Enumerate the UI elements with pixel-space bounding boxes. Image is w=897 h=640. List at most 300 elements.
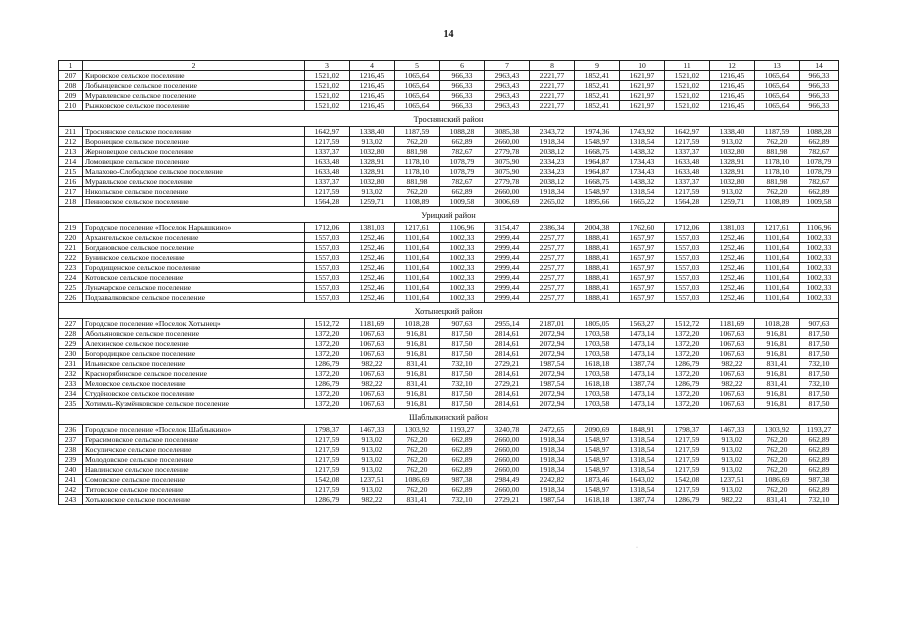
column-number-11: 11: [665, 61, 710, 71]
settlement-name: Кировское сельское поселение: [83, 71, 305, 81]
value-cell: 1974,36: [575, 127, 620, 137]
value-cell: 1557,03: [665, 253, 710, 263]
value-cell: 1548,97: [575, 187, 620, 197]
row-number: 215: [59, 167, 83, 177]
value-cell: 1216,45: [350, 81, 395, 91]
value-cell: 817,50: [440, 389, 485, 399]
value-cell: 1328,91: [710, 157, 755, 167]
value-cell: 1548,97: [575, 435, 620, 445]
value-cell: 1002,33: [800, 253, 839, 263]
value-cell: 1217,59: [305, 137, 350, 147]
value-cell: 1542,08: [665, 475, 710, 485]
value-cell: 2257,77: [530, 243, 575, 253]
value-cell: 1101,64: [395, 243, 440, 253]
value-cell: 1657,97: [620, 293, 665, 303]
value-cell: 2072,94: [530, 399, 575, 409]
value-cell: 1734,43: [620, 167, 665, 177]
settlement-name: Абольяновское сельское поселение: [83, 329, 305, 339]
value-cell: 1078,79: [800, 167, 839, 177]
value-cell: 1467,33: [350, 425, 395, 435]
value-cell: 1918,34: [530, 485, 575, 495]
value-cell: 1762,60: [620, 223, 665, 233]
value-cell: 1372,20: [305, 329, 350, 339]
value-cell: 1252,46: [350, 253, 395, 263]
row-number: 234: [59, 389, 83, 399]
value-cell: 1217,59: [305, 455, 350, 465]
value-cell: 662,89: [800, 455, 839, 465]
value-cell: 1964,87: [575, 157, 620, 167]
value-cell: 782,67: [800, 177, 839, 187]
value-cell: 1318,54: [620, 187, 665, 197]
value-cell: 1101,64: [755, 233, 800, 243]
value-cell: 1259,71: [350, 197, 395, 207]
value-cell: 1067,63: [710, 369, 755, 379]
value-cell: 1328,91: [350, 167, 395, 177]
value-cell: 762,20: [395, 187, 440, 197]
row-number: 231: [59, 359, 83, 369]
value-cell: 831,41: [395, 495, 440, 505]
value-cell: 1002,33: [440, 283, 485, 293]
value-cell: 1216,45: [350, 71, 395, 81]
settlement-name: Богородицкое сельское поселение: [83, 349, 305, 359]
value-cell: 1009,58: [440, 197, 485, 207]
value-cell: 1216,45: [710, 101, 755, 111]
value-cell: 1703,58: [575, 329, 620, 339]
value-cell: 1217,59: [665, 187, 710, 197]
column-number-row: [59, 61, 839, 71]
value-cell: 1668,75: [575, 177, 620, 187]
value-cell: 1101,64: [395, 273, 440, 283]
value-cell: 1387,74: [620, 379, 665, 389]
value-cell: 1178,10: [395, 167, 440, 177]
row-number: 243: [59, 495, 83, 505]
value-cell: 1703,58: [575, 399, 620, 409]
value-cell: 1252,46: [350, 293, 395, 303]
value-cell: 916,81: [755, 369, 800, 379]
value-cell: 1065,64: [395, 101, 440, 111]
value-cell: 662,89: [440, 485, 485, 495]
value-cell: 1387,74: [620, 359, 665, 369]
value-cell: 2660,00: [485, 445, 530, 455]
district-header-row: [59, 207, 839, 223]
table-row: [59, 359, 839, 369]
value-cell: 916,81: [395, 329, 440, 339]
value-cell: 762,20: [395, 485, 440, 495]
value-cell: 1642,97: [305, 127, 350, 137]
value-cell: 2334,23: [530, 167, 575, 177]
value-cell: 662,89: [440, 465, 485, 475]
column-number-12: 12: [710, 61, 755, 71]
table-row: [59, 157, 839, 167]
value-cell: 1252,46: [350, 263, 395, 273]
value-cell: 1178,10: [755, 157, 800, 167]
value-cell: 913,02: [710, 435, 755, 445]
value-cell: 1852,41: [575, 81, 620, 91]
value-cell: 907,63: [800, 319, 839, 329]
value-cell: 1643,02: [620, 475, 665, 485]
row-number: 240: [59, 465, 83, 475]
settlement-name: Лобынцевское сельское поселение: [83, 81, 305, 91]
settlement-name: Титовское сельское поселение: [83, 485, 305, 495]
value-cell: 1216,45: [710, 71, 755, 81]
value-cell: 662,89: [800, 445, 839, 455]
row-number: 225: [59, 283, 83, 293]
value-cell: 1557,03: [665, 283, 710, 293]
value-cell: 1557,03: [665, 263, 710, 273]
value-cell: 662,89: [800, 187, 839, 197]
value-cell: 1181,69: [710, 319, 755, 329]
value-cell: 1473,14: [620, 349, 665, 359]
value-cell: 2221,77: [530, 101, 575, 111]
value-cell: 2334,23: [530, 157, 575, 167]
value-cell: 916,81: [755, 349, 800, 359]
value-cell: 1712,06: [665, 223, 710, 233]
value-cell: 3154,47: [485, 223, 530, 233]
value-cell: 1657,97: [620, 233, 665, 243]
value-cell: 1078,79: [800, 157, 839, 167]
value-cell: 1078,79: [440, 167, 485, 177]
settlement-name: Ломовецкое сельское поселение: [83, 157, 305, 167]
value-cell: 762,20: [395, 435, 440, 445]
value-cell: 966,33: [440, 81, 485, 91]
value-cell: 2814,61: [485, 399, 530, 409]
value-cell: 916,81: [395, 339, 440, 349]
value-cell: 1216,45: [350, 91, 395, 101]
value-cell: 817,50: [800, 329, 839, 339]
value-cell: 1618,18: [575, 379, 620, 389]
value-cell: 732,10: [800, 495, 839, 505]
settlement-name: Архангельское сельское поселение: [83, 233, 305, 243]
value-cell: 907,63: [440, 319, 485, 329]
value-cell: 2814,61: [485, 349, 530, 359]
table-row: [59, 233, 839, 243]
settlement-name: Воронецкое сельское поселение: [83, 137, 305, 147]
value-cell: 1328,91: [350, 157, 395, 167]
value-cell: 1002,33: [440, 273, 485, 283]
value-cell: 662,89: [440, 187, 485, 197]
value-cell: 1557,03: [665, 243, 710, 253]
settlement-name: Герасимовское сельское поселение: [83, 435, 305, 445]
value-cell: 1372,20: [665, 369, 710, 379]
settlement-name: Бунинское сельское поселение: [83, 253, 305, 263]
value-cell: 987,38: [440, 475, 485, 485]
row-number: 219: [59, 223, 83, 233]
value-cell: 782,67: [440, 147, 485, 157]
value-cell: 762,20: [395, 465, 440, 475]
district-name: Урицкий район: [59, 207, 839, 223]
value-cell: 2072,94: [530, 349, 575, 359]
value-cell: 2472,65: [530, 425, 575, 435]
row-number: 217: [59, 187, 83, 197]
value-cell: 1002,33: [440, 293, 485, 303]
value-cell: 1002,33: [800, 243, 839, 253]
value-cell: 1193,27: [440, 425, 485, 435]
value-cell: 2090,69: [575, 425, 620, 435]
value-cell: 1217,59: [665, 485, 710, 495]
tariff-table: [58, 60, 839, 505]
table-row: [59, 349, 839, 359]
value-cell: 1002,33: [440, 253, 485, 263]
value-cell: 913,02: [710, 465, 755, 475]
value-cell: 3075,90: [485, 167, 530, 177]
value-cell: 2779,78: [485, 177, 530, 187]
district-name: Троснянский район: [59, 111, 839, 127]
table-row: [59, 465, 839, 475]
value-cell: 817,50: [800, 369, 839, 379]
value-cell: 1381,03: [710, 223, 755, 233]
value-cell: 1252,46: [710, 273, 755, 283]
value-cell: 881,98: [755, 177, 800, 187]
value-cell: 1086,69: [395, 475, 440, 485]
row-number: 211: [59, 127, 83, 137]
value-cell: 1032,80: [350, 177, 395, 187]
settlement-name: Муравлевское сельское поселение: [83, 91, 305, 101]
settlement-name: Краснорябинское сельское поселение: [83, 369, 305, 379]
value-cell: 1318,54: [620, 455, 665, 465]
value-cell: 1318,54: [620, 137, 665, 147]
settlement-name: Малахово-Слободское сельское поселение: [83, 167, 305, 177]
value-cell: 1372,20: [665, 329, 710, 339]
value-cell: 1467,33: [710, 425, 755, 435]
value-cell: 1888,41: [575, 253, 620, 263]
row-number: 218: [59, 197, 83, 207]
value-cell: 1557,03: [665, 233, 710, 243]
value-cell: 1621,97: [620, 101, 665, 111]
value-cell: 1318,54: [620, 465, 665, 475]
value-cell: 2999,44: [485, 243, 530, 253]
value-cell: 1101,64: [395, 293, 440, 303]
value-cell: 831,41: [395, 359, 440, 369]
value-cell: 1918,34: [530, 465, 575, 475]
settlement-name: Пенновское сельское поселение: [83, 197, 305, 207]
value-cell: 1512,72: [305, 319, 350, 329]
value-cell: 1067,63: [350, 329, 395, 339]
value-cell: 1668,75: [575, 147, 620, 157]
table-row: [59, 379, 839, 389]
value-cell: 1002,33: [800, 263, 839, 273]
value-cell: 662,89: [800, 137, 839, 147]
value-cell: 1067,63: [350, 339, 395, 349]
table-row: [59, 389, 839, 399]
page-number: 14: [443, 29, 454, 40]
column-number-10: 10: [620, 61, 665, 71]
value-cell: 2072,94: [530, 329, 575, 339]
value-cell: 913,02: [350, 465, 395, 475]
row-number: 233: [59, 379, 83, 389]
value-cell: 1002,33: [800, 273, 839, 283]
value-cell: 1657,97: [620, 253, 665, 263]
value-cell: 1065,64: [395, 81, 440, 91]
value-cell: 1002,33: [440, 233, 485, 243]
table-row: [59, 339, 839, 349]
settlement-name: Луначарское сельское поселение: [83, 283, 305, 293]
row-number: 223: [59, 263, 83, 273]
row-number: 222: [59, 253, 83, 263]
row-number: 209: [59, 91, 83, 101]
value-cell: 762,20: [755, 435, 800, 445]
settlement-name: Меловское сельское поселение: [83, 379, 305, 389]
value-cell: 1252,46: [350, 233, 395, 243]
value-cell: 1338,40: [350, 127, 395, 137]
value-cell: 1438,32: [620, 147, 665, 157]
value-cell: 1286,79: [305, 359, 350, 369]
table-row: [59, 137, 839, 147]
value-cell: 2257,77: [530, 283, 575, 293]
value-cell: 1065,64: [755, 91, 800, 101]
value-cell: 1217,59: [305, 445, 350, 455]
table-row: [59, 91, 839, 101]
value-cell: 2814,61: [485, 369, 530, 379]
value-cell: 913,02: [710, 187, 755, 197]
value-cell: 2343,72: [530, 127, 575, 137]
value-cell: 1372,20: [665, 349, 710, 359]
row-number: 242: [59, 485, 83, 495]
value-cell: 1542,08: [305, 475, 350, 485]
value-cell: 1217,59: [665, 455, 710, 465]
value-cell: 1002,33: [800, 283, 839, 293]
value-cell: 1548,97: [575, 137, 620, 147]
value-cell: 1372,20: [665, 399, 710, 409]
table-row: [59, 273, 839, 283]
table-row: [59, 187, 839, 197]
value-cell: 913,02: [710, 445, 755, 455]
value-cell: 1018,28: [755, 319, 800, 329]
value-cell: 782,67: [440, 177, 485, 187]
value-cell: 1002,33: [800, 293, 839, 303]
settlement-name: Городское поселение «Поселок Хотынец»: [83, 319, 305, 329]
value-cell: 2963,43: [485, 81, 530, 91]
value-cell: 1237,51: [710, 475, 755, 485]
row-number: 236: [59, 425, 83, 435]
value-cell: 1252,46: [710, 263, 755, 273]
value-cell: 913,02: [710, 455, 755, 465]
column-number-13: 13: [755, 61, 800, 71]
value-cell: 1473,14: [620, 369, 665, 379]
value-cell: 2999,44: [485, 263, 530, 273]
settlement-name: Подзавалковское сельское поселение: [83, 293, 305, 303]
column-number-7: 7: [485, 61, 530, 71]
settlement-name: Котовское сельское поселение: [83, 273, 305, 283]
value-cell: 3085,38: [485, 127, 530, 137]
value-cell: 662,89: [800, 435, 839, 445]
row-number: 230: [59, 349, 83, 359]
value-cell: 1303,92: [755, 425, 800, 435]
value-cell: 1557,03: [305, 293, 350, 303]
value-cell: 1798,37: [665, 425, 710, 435]
settlement-name: Студёновское сельское поселение: [83, 389, 305, 399]
value-cell: 1548,97: [575, 485, 620, 495]
value-cell: 1328,91: [710, 167, 755, 177]
value-cell: 966,33: [800, 91, 839, 101]
value-cell: 1318,54: [620, 485, 665, 495]
value-cell: 1372,20: [305, 339, 350, 349]
value-cell: 916,81: [755, 329, 800, 339]
row-number: 241: [59, 475, 83, 485]
value-cell: 1252,46: [710, 253, 755, 263]
settlement-name: Жерновецкое сельское поселение: [83, 147, 305, 157]
value-cell: 1101,64: [395, 253, 440, 263]
table-body: [59, 61, 839, 505]
settlement-name: Хотимль-Кузмёнковское сельское поселение: [83, 399, 305, 409]
settlement-name: Троснянское сельское поселение: [83, 127, 305, 137]
value-cell: 1987,54: [530, 379, 575, 389]
value-cell: 662,89: [440, 435, 485, 445]
value-cell: 1473,14: [620, 329, 665, 339]
value-cell: 1018,28: [395, 319, 440, 329]
value-cell: 3240,78: [485, 425, 530, 435]
value-cell: 817,50: [440, 339, 485, 349]
value-cell: 2963,43: [485, 91, 530, 101]
value-cell: 2984,49: [485, 475, 530, 485]
value-cell: 1217,59: [305, 485, 350, 495]
value-cell: 982,22: [350, 359, 395, 369]
row-number: 227: [59, 319, 83, 329]
value-cell: 966,33: [440, 71, 485, 81]
value-cell: 1734,43: [620, 157, 665, 167]
value-cell: 2814,61: [485, 389, 530, 399]
value-cell: 1987,54: [530, 495, 575, 505]
value-cell: 982,22: [710, 359, 755, 369]
value-cell: 1187,59: [395, 127, 440, 137]
value-cell: 1101,64: [755, 273, 800, 283]
value-cell: 732,10: [800, 379, 839, 389]
value-cell: 1088,28: [800, 127, 839, 137]
value-cell: 1067,63: [350, 389, 395, 399]
table-row: [59, 455, 839, 465]
value-cell: 1852,41: [575, 91, 620, 101]
value-cell: 732,10: [440, 495, 485, 505]
value-cell: 966,33: [800, 101, 839, 111]
value-cell: 1318,54: [620, 435, 665, 445]
value-cell: 1337,37: [305, 177, 350, 187]
column-number-1: 1: [59, 61, 83, 71]
settlement-name: Ильинское сельское поселение: [83, 359, 305, 369]
value-cell: 2729,21: [485, 359, 530, 369]
value-cell: 1642,97: [665, 127, 710, 137]
value-cell: 982,22: [710, 495, 755, 505]
value-cell: 3006,69: [485, 197, 530, 207]
table-row: [59, 253, 839, 263]
value-cell: 1563,27: [620, 319, 665, 329]
value-cell: 2660,00: [485, 187, 530, 197]
value-cell: 2038,12: [530, 147, 575, 157]
value-cell: 1252,46: [350, 273, 395, 283]
value-cell: 1108,89: [395, 197, 440, 207]
value-cell: 1633,48: [305, 167, 350, 177]
value-cell: 1318,54: [620, 445, 665, 455]
value-cell: 1743,92: [620, 127, 665, 137]
value-cell: 1657,97: [620, 243, 665, 253]
value-cell: 2999,44: [485, 233, 530, 243]
value-cell: 913,02: [350, 435, 395, 445]
value-cell: 966,33: [440, 91, 485, 101]
value-cell: 1438,32: [620, 177, 665, 187]
value-cell: 1512,72: [665, 319, 710, 329]
value-cell: 762,20: [395, 455, 440, 465]
value-cell: 1088,28: [440, 127, 485, 137]
value-cell: 1521,02: [305, 101, 350, 111]
value-cell: 2257,77: [530, 233, 575, 243]
value-cell: 1101,64: [395, 283, 440, 293]
column-number-9: 9: [575, 61, 620, 71]
table-row: [59, 71, 839, 81]
value-cell: 1798,37: [305, 425, 350, 435]
value-cell: 1252,46: [710, 243, 755, 253]
value-cell: 1473,14: [620, 399, 665, 409]
value-cell: 916,81: [755, 389, 800, 399]
value-cell: 762,20: [755, 465, 800, 475]
value-cell: 1918,34: [530, 445, 575, 455]
